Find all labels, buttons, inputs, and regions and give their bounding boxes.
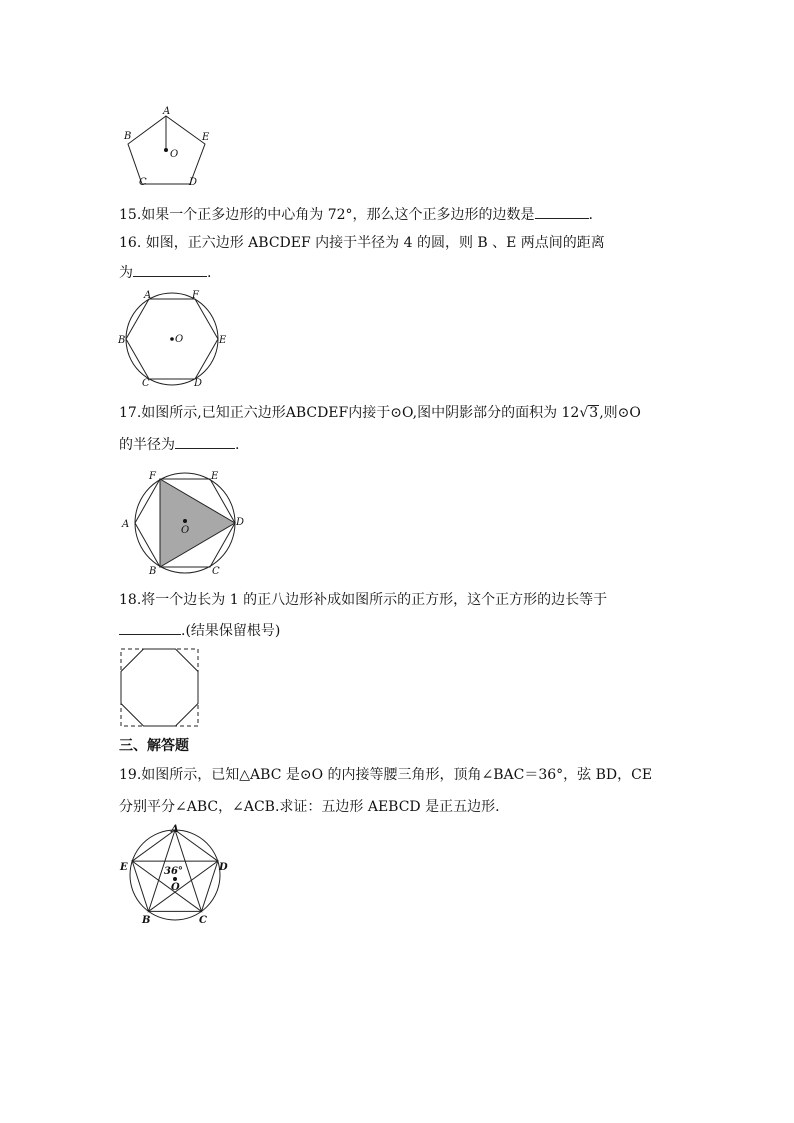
label-E: E <box>219 335 227 346</box>
question-17-text-1-suffix: ,则⊙O <box>599 405 641 421</box>
label-B: B <box>142 915 151 926</box>
question-18-suffix: .(结果保留根号) <box>181 623 281 639</box>
label-O: O <box>181 525 190 536</box>
question-16-text-1: 16. 如图，正六边形 ABCDEF 内接于半径为 4 的圆，则 B 、E 两点间的距离 <box>119 235 605 251</box>
label-E: E <box>120 862 128 873</box>
center-O-dot <box>173 877 177 881</box>
label-F: F <box>149 471 156 482</box>
section-3-heading <box>119 736 189 756</box>
question-19-text-1: 19.如图所示，已知△ABC 是⊙O 的内接等腰三角形，顶角∠BAC＝36°，弦 BD，CE <box>119 767 653 783</box>
label-A: A <box>122 519 130 530</box>
question-15 <box>119 204 593 225</box>
question-17-line-2 <box>119 434 239 455</box>
pentagon-figure <box>118 104 218 190</box>
octagon-square-figure <box>118 646 202 730</box>
question-18-line-1 <box>119 590 607 610</box>
label-C: C <box>199 915 207 926</box>
label-E: E <box>211 471 219 482</box>
sqrt-radicand: 3 <box>589 405 599 421</box>
label-C: C <box>142 378 150 389</box>
label-D: D <box>194 378 203 389</box>
label-O: O <box>170 149 179 160</box>
pentagram-figure <box>118 823 230 929</box>
answer-blank-17 <box>175 434 235 449</box>
question-17-line-1: 17.如图所示,已知正六边形ABCDEF内接于⊙O,图中阴影部分的面积为 12√3,则⊙O <box>119 405 641 421</box>
question-19-line-2 <box>119 797 500 817</box>
label-B: B <box>124 131 132 142</box>
question-16-line-2 <box>119 262 211 283</box>
question-15-tail: . <box>588 207 593 223</box>
label-A: A <box>171 824 179 835</box>
question-16-prefix: 为 <box>119 265 133 281</box>
label-O: O <box>171 882 180 893</box>
label-E: E <box>202 132 210 143</box>
hexagon-figure-16 <box>116 288 228 388</box>
center-O-dot <box>183 519 187 523</box>
center-O-dot <box>170 337 174 341</box>
question-18-line-2 <box>119 620 280 641</box>
question-17-prefix: 的半径为 <box>119 437 175 453</box>
label-A: A <box>144 290 152 301</box>
label-D: D <box>189 177 198 188</box>
question-18-text-1: 18.将一个边长为 1 的正八边形补成如图所示的正方形，这个正方形的边长等于 <box>119 592 608 608</box>
question-19-line-1 <box>119 765 652 785</box>
shaded-triangle-BDF <box>160 479 235 567</box>
label-A: A <box>163 106 171 117</box>
question-16-line-1 <box>119 233 605 253</box>
section-3-title: 三、解答题 <box>119 738 189 754</box>
answer-blank-15 <box>535 204 589 219</box>
hexagon-figure-17 <box>118 466 248 580</box>
angle-36-label: 36° <box>164 866 183 877</box>
center-O-dot <box>164 148 168 152</box>
label-D: D <box>236 517 245 528</box>
label-B: B <box>149 566 157 577</box>
label-F: F <box>192 290 199 301</box>
label-C: C <box>212 566 220 577</box>
question-15-text: 15.如果一个正多边形的中心角为 72°，那么这个正多边形的边数是 <box>119 207 535 223</box>
label-B: B <box>118 335 126 346</box>
question-17-text-1: 17.如图所示,已知正六边形ABCDEF内接于⊙O,图中阴影部分的面积为 12 <box>119 405 580 421</box>
question-17-tail: . <box>235 437 240 453</box>
regular-octagon <box>121 649 198 726</box>
label-D: D <box>219 862 228 873</box>
label-C: C <box>139 177 147 188</box>
answer-blank-18 <box>119 620 181 635</box>
question-16-tail: . <box>207 265 212 281</box>
question-19-text-2: 分别平分∠ABC，∠ACB.求证：五边形 AEBCD 是正五边形. <box>119 799 500 815</box>
answer-blank-16 <box>133 262 207 277</box>
label-O: O <box>175 334 184 345</box>
